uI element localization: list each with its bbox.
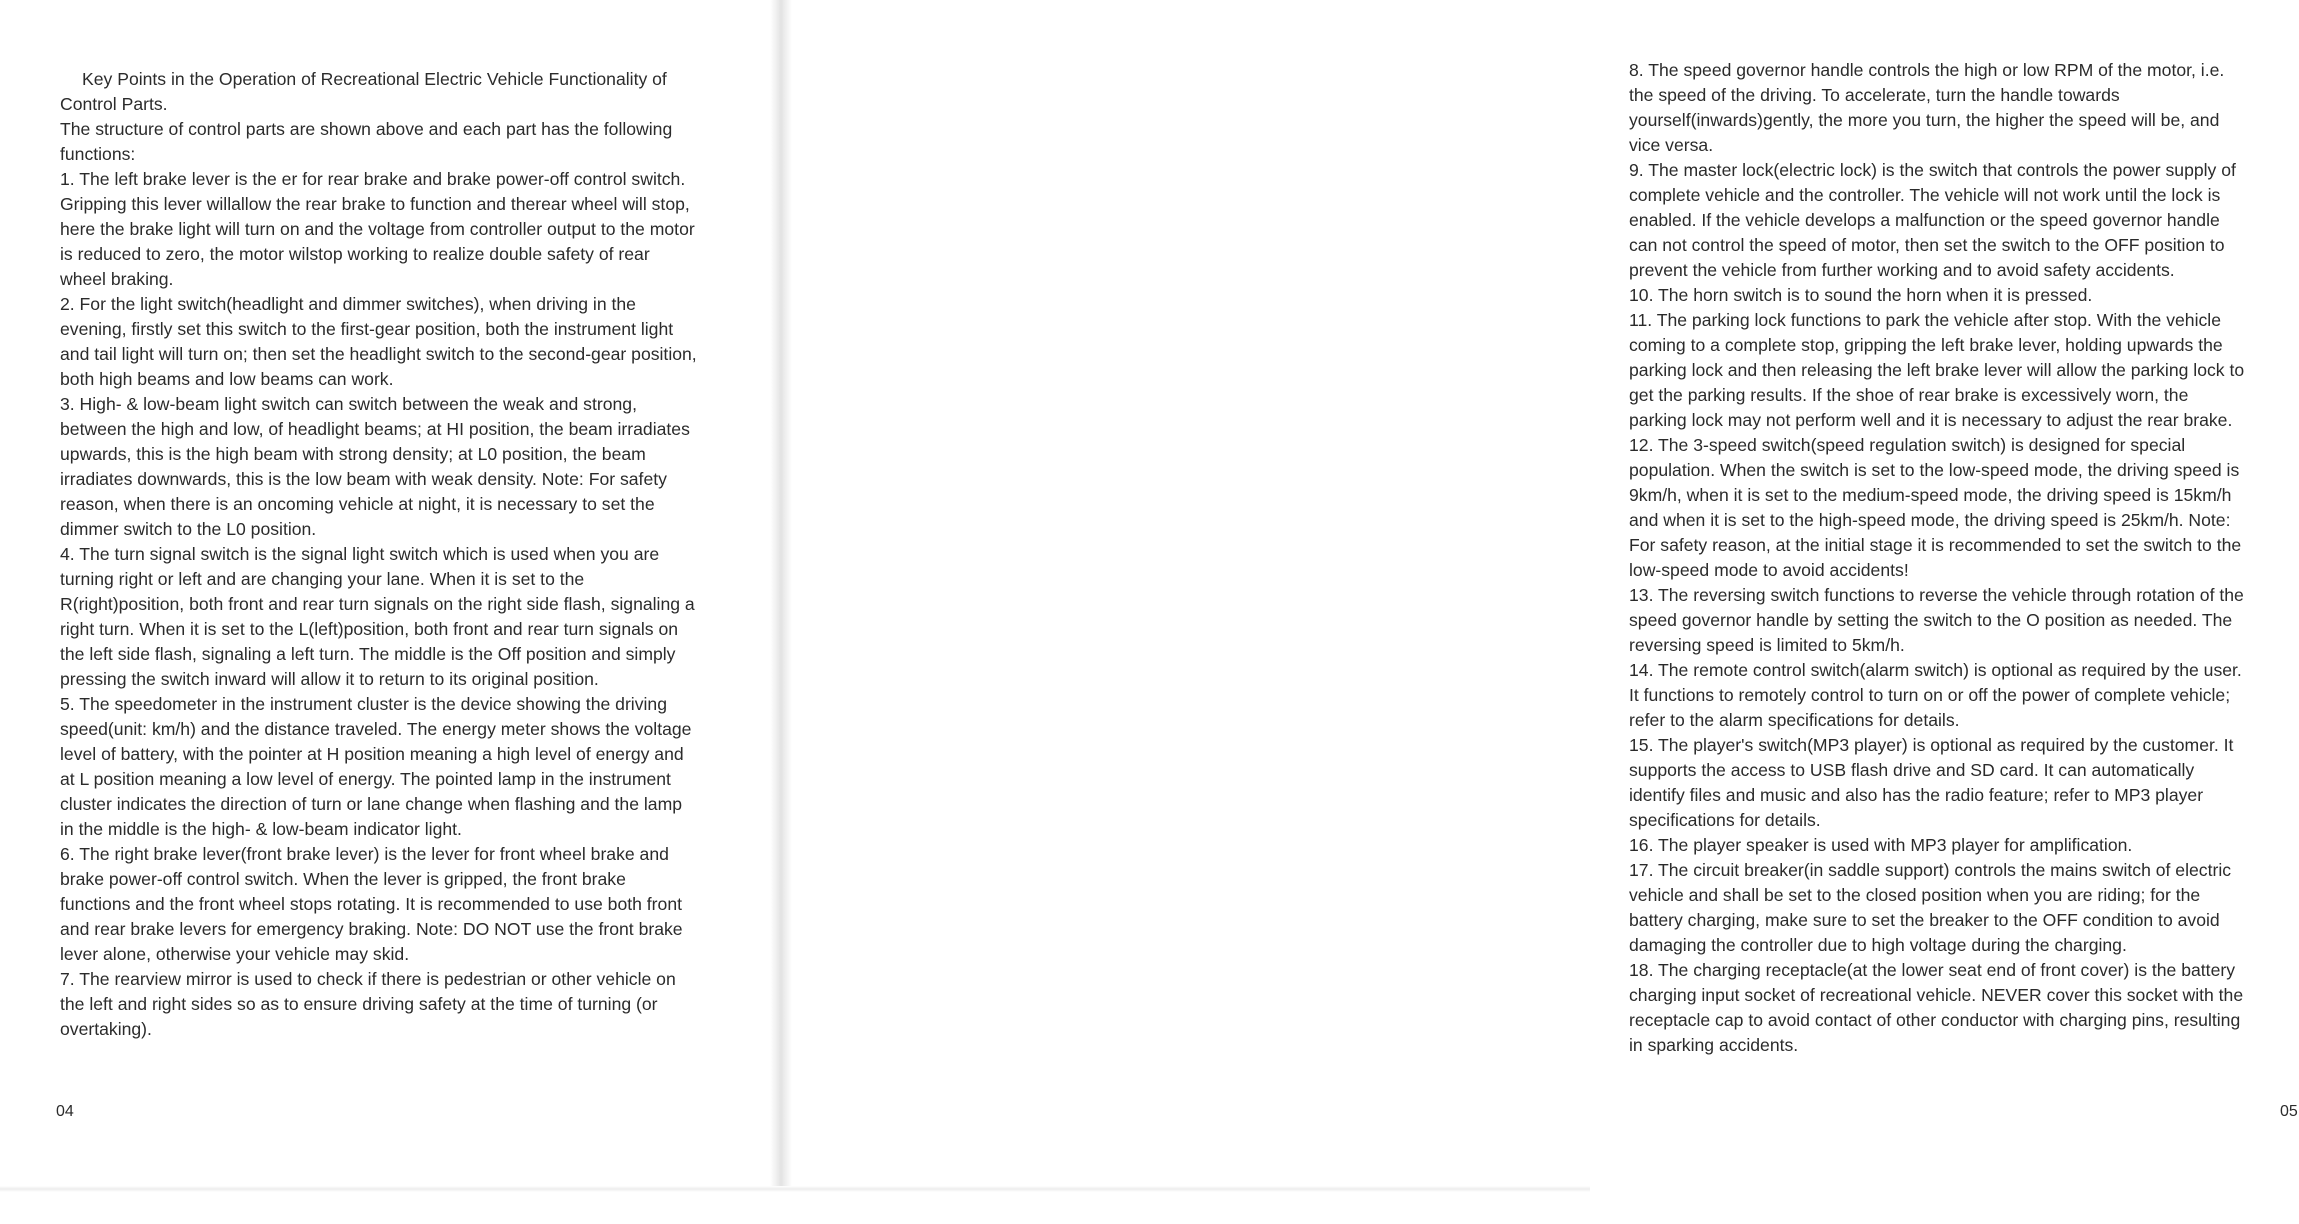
text-line: evening, firstly set this switch to the first-gear position, both the instrument light <box>60 319 674 339</box>
text-line: identify files and music and also has the radio feature; refer to MP3 player <box>1629 785 2204 805</box>
text-line: coming to a complete stop, gripping the left brake lever, holding upwards the <box>1629 335 2223 355</box>
text-line: 11. The parking lock functions to park the vehicle after stop. With the vehicle <box>1629 310 2221 330</box>
text-line: 3. High- & low-beam light switch can switch between the weak and strong, <box>60 394 637 414</box>
text-line: 10. The horn switch is to sound the horn when it is pressed. <box>1629 285 2093 305</box>
text-line: the left side flash, signaling a left turn. The middle is the Off position and simply <box>60 644 676 664</box>
text-line: 13. The reversing switch functions to reverse the vehicle through rotation of the <box>1629 585 2244 605</box>
text-line: charging input socket of recreational vehicle. NEVER cover this socket with the <box>1629 985 2244 1005</box>
text-line: It functions to remotely control to turn on or off the power of complete vehicle; <box>1629 685 2231 705</box>
text-line: the left and right sides so as to ensure driving safety at the time of turning (or <box>60 994 658 1014</box>
text-line: 4. The turn signal switch is the signal light switch which is used when you are <box>60 544 660 564</box>
text-line: complete vehicle and the controller. The vehicle will not work until the lock is <box>1629 185 2221 205</box>
text-line: low-speed mode to avoid accidents! <box>1629 560 1909 580</box>
text-line: supports the access to USB flash drive and SD card. It can automatically <box>1629 760 2195 780</box>
text-line: specifications for details. <box>1629 810 1821 830</box>
right-page <box>790 0 2298 1224</box>
text-line: 15. The player's switch(MP3 player) is optional as required by the customer. It <box>1629 735 2234 755</box>
text-line: level of battery, with the pointer at H position meaning a high level of energy and <box>60 744 684 764</box>
text-line: the speed of the driving. To accelerate, turn the handle towards <box>1629 85 2120 105</box>
text-line: For safety reason, at the initial stage it is recommended to set the switch to the <box>1629 535 2242 555</box>
text-line: both high beams and low beams can work. <box>60 369 394 389</box>
right-page-text <box>1629 58 2299 1058</box>
text-line: dimmer switch to the L0 position. <box>60 519 317 539</box>
text-line: pressing the switch inward will allow it to return to its original position. <box>60 669 599 689</box>
text-line: right turn. When it is set to the L(left)position, both front and rear turn signals on <box>60 619 679 639</box>
text-line: speed(unit: km/h) and the distance traveled. The energy meter shows the voltage <box>60 719 692 739</box>
text-line: and rear brake levers for emergency braking. Note: DO NOT use the front brake <box>60 919 683 939</box>
text-line: 16. The player speaker is used with MP3 player for amplification. <box>1629 835 2133 855</box>
text-line: functions and the front wheel stops rotating. It is recommended to use both front <box>60 894 683 914</box>
text-line: damaging the controller due to high voltage during the charging. <box>1629 935 2127 955</box>
page-number-left: 04 <box>56 1103 74 1120</box>
text-line: Control Parts. <box>60 94 168 114</box>
text-line: 18. The charging receptacle(at the lower seat end of front cover) is the battery <box>1629 960 2236 980</box>
text-line: 9. The master lock(electric lock) is the switch that controls the power supply of <box>1629 160 2236 180</box>
text-line: enabled. If the vehicle develops a malfunction or the speed governor handle <box>1629 210 2220 230</box>
text-line: between the high and low, of headlight beams; at HI position, the beam irradiates <box>60 419 690 439</box>
text-line: parking lock and then releasing the left brake lever will allow the parking lock to <box>1629 360 2245 380</box>
text-line: refer to the alarm specifications for details. <box>1629 710 1960 730</box>
text-line: yourself(inwards)gently, the more you turn, the higher the speed will be, and <box>1629 110 2220 130</box>
text-line: 5. The speedometer in the instrument cluster is the device showing the driving <box>60 694 667 714</box>
text-line: 7. The rearview mirror is used to check if there is pedestrian or other vehicle on <box>60 969 676 989</box>
text-line: 2. For the light switch(headlight and dimmer switches), when driving in the <box>60 294 636 314</box>
text-line: receptacle cap to avoid contact of other conductor with charging pins, resulting <box>1629 1010 2241 1030</box>
text-line: in the middle is the high- & low-beam indicator light. <box>60 819 462 839</box>
text-line: and when it is set to the high-speed mode, the driving speed is 25km/h. Note: <box>1629 510 2231 530</box>
text-line: battery charging, make sure to set the breaker to the OFF condition to avoid <box>1629 910 2220 930</box>
text-line: Gripping this lever willallow the rear brake to function and therear wheel will stop, <box>60 194 690 214</box>
text-line: 1. The left brake lever is the er for rear brake and brake power-off control switch. <box>60 169 686 189</box>
text-line: 12. The 3-speed switch(speed regulation switch) is designed for special <box>1629 435 2186 455</box>
text-line: population. When the switch is set to the low-speed mode, the driving speed is <box>1629 460 2240 480</box>
text-line: cluster indicates the direction of turn or lane change when flashing and the lamp <box>60 794 683 814</box>
page-number-right: 05 <box>2280 1103 2298 1120</box>
text-line: get the parking results. If the shoe of rear brake is excessively worn, the <box>1629 385 2189 405</box>
text-line: lever alone, otherwise your vehicle may skid. <box>60 944 410 964</box>
text-line: 8. The speed governor handle controls the high or low RPM of the motor, i.e. <box>1629 60 2225 80</box>
left-page <box>0 0 780 1224</box>
text-line: vice versa. <box>1629 135 1714 155</box>
text-line: functions: <box>60 144 136 164</box>
text-line: at L position meaning a low level of energy. The pointed lamp in the instrument <box>60 769 671 789</box>
text-line: irradiates downwards, this is the low beam with weak density. Note: For safety <box>60 469 667 489</box>
text-line: 9km/h, when it is set to the medium-speed mode, the driving speed is 15km/h <box>1629 485 2232 505</box>
text-line: reversing speed is limited to 5km/h. <box>1629 635 1905 655</box>
text-line: 6. The right brake lever(front brake lever) is the lever for front wheel brake and <box>60 844 669 864</box>
text-line: in sparking accidents. <box>1629 1035 1799 1055</box>
text-line: vehicle and shall be set to the closed position when you are riding; for the <box>1629 885 2201 905</box>
text-line: can not control the speed of motor, then set the switch to the OFF position to <box>1629 235 2225 255</box>
text-line: Key Points in the Operation of Recreational Electric Vehicle Functionality of <box>82 69 667 89</box>
text-line: The structure of control parts are shown above and each part has the following <box>60 119 673 139</box>
text-line: turning right or left and are changing your lane. When it is set to the <box>60 569 585 589</box>
text-line: prevent the vehicle from further working and to avoid safety accidents. <box>1629 260 2175 280</box>
text-line: here the brake light will turn on and the voltage from controller output to the motor <box>60 219 695 239</box>
text-line: 14. The remote control switch(alarm switch) is optional as required by the user. <box>1629 660 2242 680</box>
text-line: 17. The circuit breaker(in saddle support) controls the mains switch of electric <box>1629 860 2232 880</box>
left-page-text <box>60 67 728 1042</box>
text-line: overtaking). <box>60 1019 152 1039</box>
text-line: is reduced to zero, the motor wilstop working to realize double safety of rear <box>60 244 650 264</box>
text-line: and tail light will turn on; then set the headlight switch to the second-gear position, <box>60 344 697 364</box>
text-line: parking lock may not perform well and it is necessary to adjust the rear brake. <box>1629 410 2233 430</box>
text-line: brake power-off control switch. When the lever is gripped, the front brake <box>60 869 626 889</box>
text-line: speed governor handle by setting the switch to the O position as needed. The <box>1629 610 2233 630</box>
text-line: wheel braking. <box>60 269 174 289</box>
text-line: R(right)position, both front and rear turn signals on the right side flash, signaling a <box>60 594 695 614</box>
text-line: upwards, this is the high beam with strong density; at L0 position, the beam <box>60 444 646 464</box>
text-line: reason, when there is an oncoming vehicle at night, it is necessary to set the <box>60 494 655 514</box>
